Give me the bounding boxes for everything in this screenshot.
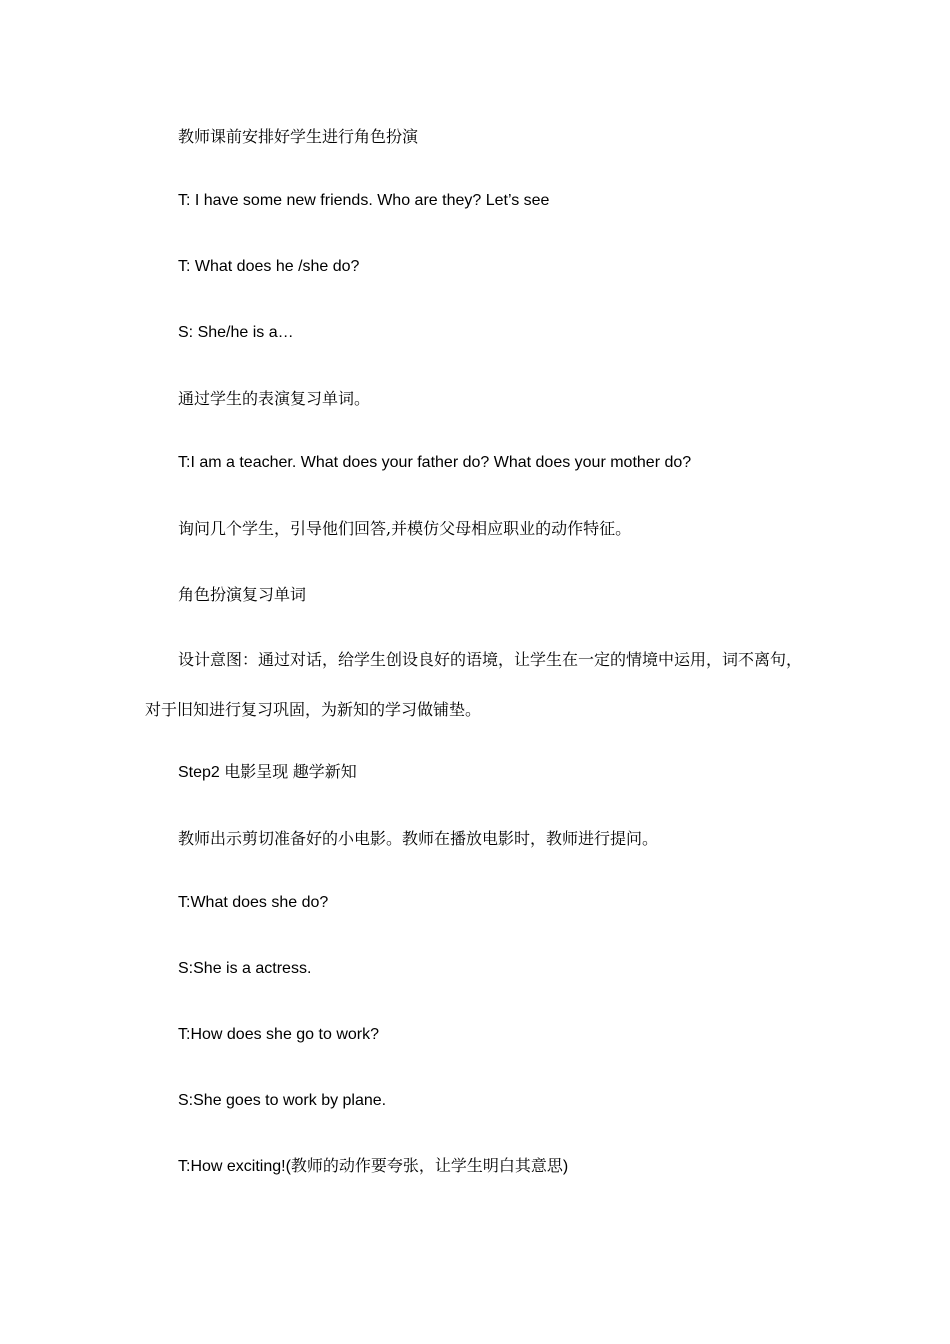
dialogue-by-plane: S:She goes to work by plane. (178, 1092, 387, 1109)
dialogue-i-am-a-teacher: T:I am a teacher. What does your father do? What does your mother do? (178, 454, 692, 471)
dialogue-how-go-to-work: T:How does she go to work? (178, 1026, 379, 1043)
section-heading-step2: Step2 电影呈现 趣学新知 (178, 764, 357, 781)
paragraph-role-play-intro: 教师课前安排好学生进行角色扮演 (178, 127, 419, 146)
paragraph-ask-students: 询问几个学生，引导他们回答,并模仿父母相应职业的动作特征。 (178, 519, 632, 538)
dialogue-how-exciting: T:How exciting!(教师的动作要夸张，让学生明白其意思) (178, 1158, 569, 1175)
paragraph-design-intent-line2: 对于旧知进行复习巩固，为新知的学习做铺垫。 (145, 700, 482, 719)
dialogue-what-does-he-do: T: What does he /she do? (178, 258, 360, 275)
dialogue-she-he-is: S: She/he is a… (178, 324, 294, 341)
dialogue-new-friends: T: I have some new friends. Who are they? Let’s see (178, 192, 550, 209)
dialogue-she-is-actress: S:She is a actress. (178, 960, 312, 977)
paragraph-design-intent-line1: 设计意图：通过对话，给学生创设良好的语境，让学生在一定的情境中运用，词不离句， (178, 650, 803, 669)
dialogue-what-does-she-do: T:What does she do? (178, 894, 329, 911)
paragraph-movie-intro: 教师出示剪切准备好的小电影。教师在播放电影时，教师进行提问。 (178, 829, 659, 848)
paragraph-review-words: 通过学生的表演复习单词。 (178, 389, 371, 408)
paragraph-role-play-review: 角色扮演复习单词 (178, 585, 307, 604)
